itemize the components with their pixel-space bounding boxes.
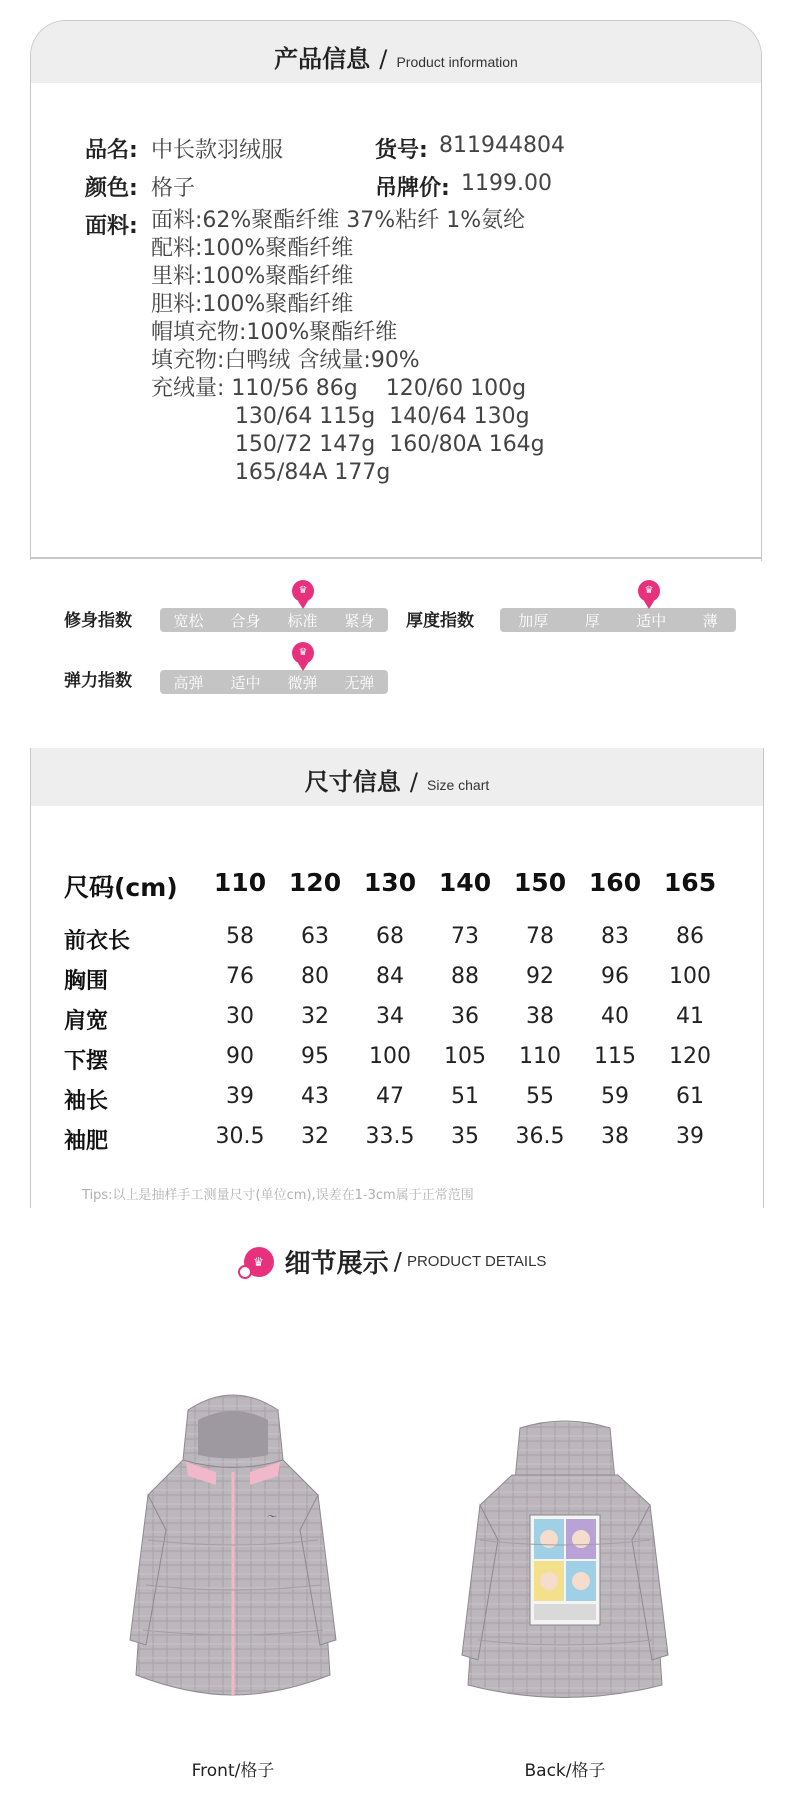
size-column-header: 150 xyxy=(513,868,567,897)
title-separator: / xyxy=(409,768,418,796)
fabric-line: 胆料:100%聚酯纤维 xyxy=(151,292,354,317)
table-cell: 115 xyxy=(594,1044,636,1069)
table-cell: 40 xyxy=(601,1004,629,1029)
size-column-header: 120 xyxy=(288,868,342,897)
size-header-label: 尺码(cm) xyxy=(64,873,178,902)
size-chart-title-cn: 尺寸信息 xyxy=(304,768,401,796)
table-cell: 88 xyxy=(451,964,479,989)
product-info-header xyxy=(31,21,761,83)
table-cell: 61 xyxy=(676,1084,704,1109)
fit-index-label: 修身指数 xyxy=(64,611,132,631)
table-cell: 76 xyxy=(226,964,254,989)
table-cell: 34 xyxy=(376,1004,404,1029)
crown-icon: ♛ xyxy=(644,585,654,596)
elasticity-option: 无弹 xyxy=(344,673,375,692)
row-label: 肩宽 xyxy=(64,1009,109,1034)
title-separator: / xyxy=(393,1247,402,1276)
front-caption: Front/格子 xyxy=(191,1761,275,1781)
table-cell: 39 xyxy=(676,1124,704,1149)
fit-option: 紧身 xyxy=(344,611,375,630)
thickness-index-marker xyxy=(638,580,660,602)
coat-back-image xyxy=(450,1420,680,1720)
table-cell: 83 xyxy=(601,924,629,949)
size-column-header: 160 xyxy=(588,868,642,897)
table-cell: 110 xyxy=(519,1044,561,1069)
table-cell: 30.5 xyxy=(215,1124,265,1149)
table-cell: 38 xyxy=(526,1004,554,1029)
thickness-index-bar xyxy=(500,608,736,632)
price-label: 吊牌价: xyxy=(375,176,450,201)
table-cell: 96 xyxy=(601,964,629,989)
sku-label: 货号: xyxy=(375,138,428,163)
table-cell: 105 xyxy=(444,1044,486,1069)
crown-badge-icon: ♛ xyxy=(244,1247,274,1277)
row-label: 袖长 xyxy=(64,1089,109,1114)
size-chart-title xyxy=(31,762,763,797)
table-cell: 90 xyxy=(226,1044,254,1069)
thickness-option: 适中 xyxy=(636,611,667,630)
color-label: 颜色: xyxy=(85,176,138,201)
fabric-line: 里料:100%聚酯纤维 xyxy=(151,264,354,289)
size-column-header: 110 xyxy=(213,868,267,897)
fabric-label: 面料: xyxy=(85,214,138,239)
thickness-option: 厚 xyxy=(584,611,600,630)
fit-index-bar xyxy=(160,608,388,632)
row-label: 前衣长 xyxy=(64,929,131,954)
fabric-line: 165/84A 177g xyxy=(151,460,391,485)
indices-section xyxy=(30,560,760,720)
elasticity-index-label: 弹力指数 xyxy=(64,671,132,691)
fit-option: 合身 xyxy=(230,611,261,630)
product-info-title-cn: 产品信息 xyxy=(274,45,371,73)
fabric-composition xyxy=(151,207,545,487)
price-value: 1199.00 xyxy=(461,171,552,196)
table-cell: 36.5 xyxy=(515,1124,565,1149)
size-column-header: 130 xyxy=(363,868,417,897)
crown-icon: ♛ xyxy=(298,647,308,658)
elasticity-option: 适中 xyxy=(230,673,261,692)
name-label: 品名: xyxy=(85,138,138,163)
table-cell: 47 xyxy=(376,1084,404,1109)
details-title-cn: 细节展示 xyxy=(284,1249,389,1279)
table-cell: 63 xyxy=(301,924,329,949)
thickness-option: 薄 xyxy=(702,611,718,630)
elasticity-index-marker xyxy=(292,642,314,664)
product-info-title xyxy=(31,39,761,74)
table-cell: 100 xyxy=(669,964,711,989)
table-cell: 86 xyxy=(676,924,704,949)
row-label: 下摆 xyxy=(64,1049,109,1074)
table-cell: 32 xyxy=(301,1004,329,1029)
svg-text:〜: 〜 xyxy=(266,1512,276,1523)
coat-front-image xyxy=(118,1390,348,1720)
size-column-header: 165 xyxy=(663,868,717,897)
sku-value: 811944804 xyxy=(439,133,565,158)
fabric-line: 配料:100%聚酯纤维 xyxy=(151,236,354,261)
table-cell: 36 xyxy=(451,1004,479,1029)
table-cell: 30 xyxy=(226,1004,254,1029)
table-cell: 58 xyxy=(226,924,254,949)
product-info-card xyxy=(30,20,762,561)
size-chart-header xyxy=(31,748,763,806)
table-cell: 38 xyxy=(601,1124,629,1149)
table-cell: 35 xyxy=(451,1124,479,1149)
table-cell: 120 xyxy=(669,1044,711,1069)
table-cell: 73 xyxy=(451,924,479,949)
fabric-line: 面料:62%聚酯纤维 37%粘纤 1%氨纶 xyxy=(151,208,526,233)
size-column-header: 140 xyxy=(438,868,492,897)
thickness-option: 加厚 xyxy=(518,611,549,630)
table-cell: 43 xyxy=(301,1084,329,1109)
crown-icon: ♛ xyxy=(298,585,308,596)
table-cell: 32 xyxy=(301,1124,329,1149)
table-cell: 55 xyxy=(526,1084,554,1109)
elasticity-option: 高弹 xyxy=(173,673,204,692)
table-cell: 80 xyxy=(301,964,329,989)
color-value: 格子 xyxy=(151,176,196,201)
name-value: 中长款羽绒服 xyxy=(151,138,284,163)
product-info-title-en: Product information xyxy=(396,54,518,70)
size-chart-title-en: Size chart xyxy=(427,777,490,793)
back-caption: Back/格子 xyxy=(524,1761,606,1781)
table-cell: 84 xyxy=(376,964,404,989)
fit-index-marker xyxy=(292,580,314,602)
table-cell: 59 xyxy=(601,1084,629,1109)
row-label: 胸围 xyxy=(64,969,109,994)
table-cell: 78 xyxy=(526,924,554,949)
fabric-line: 帽填充物:100%聚酯纤维 xyxy=(151,320,398,345)
row-label: 袖肥 xyxy=(64,1129,109,1154)
table-cell: 92 xyxy=(526,964,554,989)
details-title-en: PRODUCT DETAILS xyxy=(406,1253,547,1270)
table-cell: 39 xyxy=(226,1084,254,1109)
fabric-line: 150/72 147g 160/80A 164g xyxy=(151,432,545,457)
table-cell: 100 xyxy=(369,1044,411,1069)
size-tips: Tips:以上是抽样手工测量尺寸(单位cm),误差在1-3cm属于正常范围 xyxy=(82,1188,474,1203)
fabric-line: 130/64 115g 140/64 130g xyxy=(151,404,530,429)
fabric-line: 填充物:白鸭绒 含绒量:90% xyxy=(151,348,420,373)
fit-option: 标准 xyxy=(287,611,318,630)
card-divider xyxy=(31,557,761,559)
table-cell: 95 xyxy=(301,1044,329,1069)
table-cell: 41 xyxy=(676,1004,704,1029)
elasticity-index-bar xyxy=(160,670,388,694)
fit-option: 宽松 xyxy=(173,611,204,630)
details-title xyxy=(0,1243,790,1280)
table-cell: 33.5 xyxy=(365,1124,415,1149)
table-cell: 51 xyxy=(451,1084,479,1109)
title-separator: / xyxy=(379,45,388,73)
elasticity-option: 微弹 xyxy=(287,673,318,692)
thickness-index-label: 厚度指数 xyxy=(406,611,474,631)
table-cell: 68 xyxy=(376,924,404,949)
fabric-line: 充绒量: 110/56 86g 120/60 100g xyxy=(151,376,527,401)
